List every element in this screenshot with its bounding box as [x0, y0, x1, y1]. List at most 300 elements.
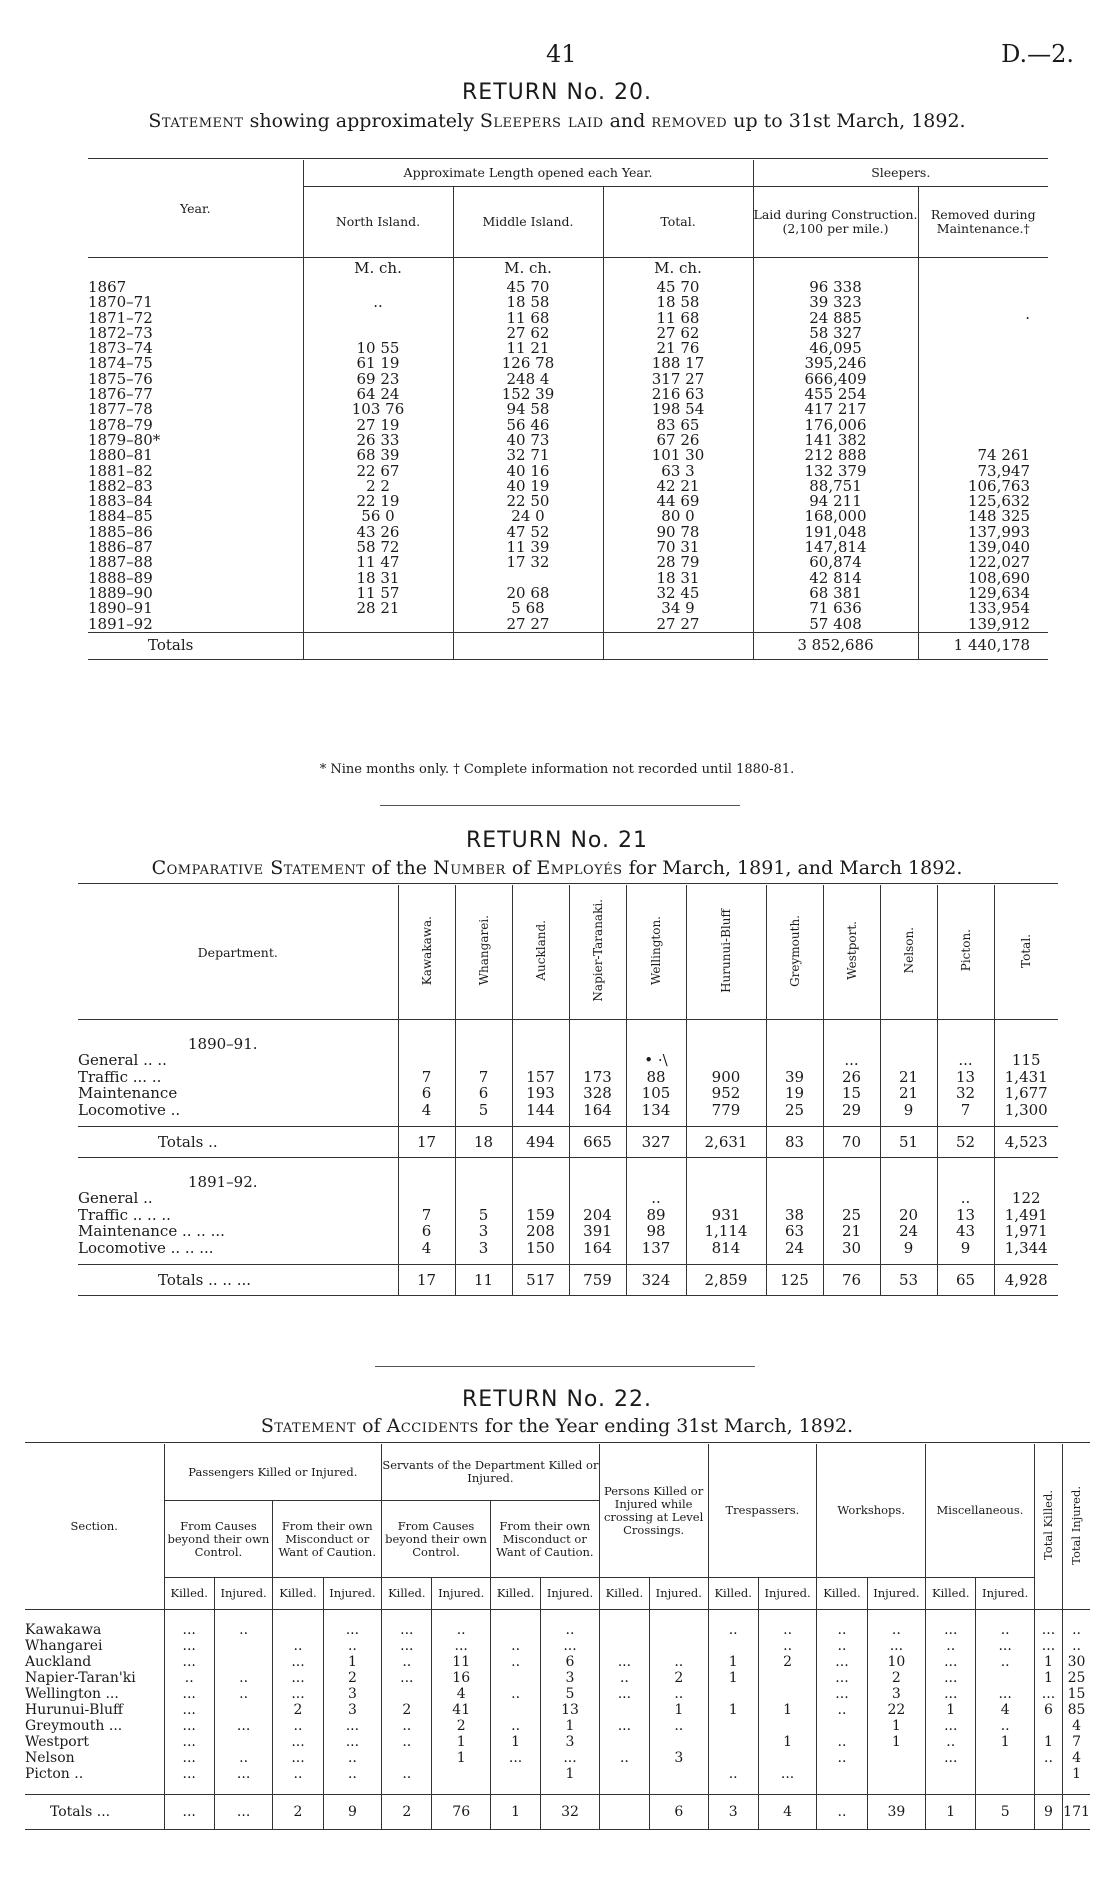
value-cell: ...: [976, 1638, 1034, 1654]
value-cell: 391: [569, 1223, 626, 1240]
value-cell: ..: [867, 1622, 925, 1638]
value-cell: [599, 1638, 649, 1654]
year-heading-row: [78, 1028, 1058, 1052]
value-cell: ...: [926, 1654, 976, 1670]
department-cell: Maintenance: [78, 1084, 178, 1102]
table-row: [88, 617, 1048, 633]
value-cell: 931: [686, 1207, 766, 1224]
year-cell: 1890–91: [88, 599, 153, 618]
laid-cell: 455 254: [753, 387, 918, 402]
north-cell: 61 19: [303, 356, 453, 371]
total-cell: 18 58: [603, 295, 753, 310]
value-cell: 4,928: [994, 1265, 1058, 1296]
middle-cell: 47 52: [453, 525, 603, 540]
table-row: [78, 1069, 1058, 1086]
value-cell: ..: [382, 1718, 432, 1734]
removed-cell: 139,912: [918, 617, 1048, 633]
value-cell: 173: [569, 1069, 626, 1086]
department-cell: Traffic ... ..: [78, 1067, 162, 1086]
col-sleepers: Sleepers.: [753, 160, 1048, 187]
value-cell: 157: [512, 1069, 569, 1086]
value-cell: [398, 1190, 455, 1207]
value-cell: 30: [1063, 1654, 1090, 1670]
value-cell: [599, 1734, 649, 1750]
value-cell: ...: [1034, 1686, 1062, 1702]
value-cell: ..: [214, 1686, 272, 1702]
value-cell: 1,114: [686, 1223, 766, 1240]
col-killed: Killed.: [599, 1578, 649, 1610]
value-cell: [599, 1766, 649, 1782]
value-cell: 1: [1034, 1670, 1062, 1686]
year-cell: 1877–78: [88, 400, 153, 419]
laid-cell: 168,000: [753, 509, 918, 524]
value-cell: 1: [867, 1734, 925, 1750]
col-total: Total.: [603, 187, 753, 258]
col-middle-island: Middle Island.: [453, 187, 603, 258]
col-killed: Killed.: [708, 1578, 758, 1610]
value-cell: [650, 1766, 708, 1782]
value-cell: ...: [432, 1638, 490, 1654]
total-cell: 28 79: [603, 555, 753, 570]
col-auckland: Auckland.: [512, 885, 569, 1020]
value-cell: 20: [880, 1207, 937, 1224]
col-pass-misconduct: From their own Misconduct or Want of Caution.: [273, 1501, 382, 1578]
section-cell: Auckland: [25, 1654, 92, 1670]
middle-cell: 11 21: [453, 341, 603, 356]
value-cell: ..: [432, 1622, 490, 1638]
value-cell: [599, 1702, 649, 1718]
totals-row: [78, 1265, 1058, 1296]
value-cell: ..: [926, 1638, 976, 1654]
value-cell: 17: [398, 1127, 455, 1158]
value-cell: 5: [976, 1795, 1034, 1830]
value-cell: 2: [273, 1702, 323, 1718]
year-cell: 1870–71: [88, 293, 153, 312]
value-cell: 2: [382, 1702, 432, 1718]
total-cell: 90 78: [603, 525, 753, 540]
col-department: Department.: [78, 885, 398, 1020]
value-cell: ..: [273, 1638, 323, 1654]
table-row: [88, 586, 1048, 601]
col-injured: Injured.: [541, 1578, 599, 1610]
value-cell: [686, 1190, 766, 1207]
north-cell: 22 67: [303, 464, 453, 479]
value-cell: 2: [382, 1795, 432, 1830]
value-cell: ..: [650, 1686, 708, 1702]
col-nelson: Nelson.: [880, 885, 937, 1020]
value-cell: [398, 1052, 455, 1069]
value-cell: [382, 1686, 432, 1702]
total-cell: 188 17: [603, 356, 753, 371]
col-pass-causes: From Causes beyond their own Control.: [164, 1501, 273, 1578]
value-cell: 4: [1063, 1718, 1090, 1734]
value-cell: ...: [490, 1750, 540, 1766]
return-21-table: [78, 885, 1058, 1296]
value-cell: ..: [817, 1702, 867, 1718]
table-row: [88, 326, 1048, 341]
value-cell: [214, 1638, 272, 1654]
value-cell: 65: [937, 1265, 994, 1296]
value-cell: ...: [273, 1734, 323, 1750]
value-cell: 24: [880, 1223, 937, 1240]
table-row: [88, 433, 1048, 448]
laid-cell: 96 338: [753, 280, 918, 295]
value-cell: [273, 1622, 323, 1638]
year-cell: 1884–85: [88, 507, 153, 526]
col-greymouth: Greymouth.: [766, 885, 823, 1020]
total-cell: 216 63: [603, 387, 753, 402]
total-cell: 18 31: [603, 571, 753, 586]
value-cell: ..: [382, 1654, 432, 1670]
value-cell: 38: [766, 1207, 823, 1224]
value-cell: 9: [323, 1795, 381, 1830]
department-cell: Traffic .. .. ..: [78, 1205, 171, 1224]
middle-cell: 11 39: [453, 540, 603, 555]
value-cell: ...: [273, 1686, 323, 1702]
total-cell: 83 65: [603, 418, 753, 433]
removed-cell: [918, 326, 1048, 341]
value-cell: 3: [541, 1734, 599, 1750]
col-injured: Injured.: [214, 1578, 272, 1610]
value-cell: ..: [214, 1750, 272, 1766]
value-cell: ...: [937, 1052, 994, 1069]
table-row: [78, 1207, 1058, 1224]
north-cell: 68 39: [303, 448, 453, 463]
value-cell: 1,431: [994, 1069, 1058, 1086]
value-cell: ...: [599, 1686, 649, 1702]
col-injured: Injured.: [432, 1578, 490, 1610]
col-miscellaneous: Miscellaneous.: [926, 1444, 1035, 1578]
value-cell: [214, 1654, 272, 1670]
return-21-subtitle: Comparative Statement of the Number of Employés for March, 1891, and March 1892.: [151, 857, 963, 879]
value-cell: 4: [398, 1240, 455, 1257]
value-cell: 11: [455, 1265, 512, 1296]
value-cell: [1034, 1718, 1062, 1734]
table-row: [78, 1102, 1058, 1119]
value-cell: 6: [398, 1223, 455, 1240]
value-cell: ..: [926, 1734, 976, 1750]
value-cell: 122: [994, 1190, 1058, 1207]
value-cell: 1: [708, 1670, 758, 1686]
table-row: [78, 1223, 1058, 1240]
value-cell: ...: [1034, 1638, 1062, 1654]
value-cell: 5: [455, 1102, 512, 1119]
year-heading-row: [78, 1166, 1058, 1190]
laid-cell: 141 382: [753, 433, 918, 448]
value-cell: ..: [214, 1622, 272, 1638]
value-cell: [455, 1190, 512, 1207]
unit-middle: M. ch.: [453, 258, 603, 281]
removed-cell: ·: [918, 311, 1048, 326]
value-cell: [758, 1750, 816, 1766]
value-cell: 204: [569, 1207, 626, 1224]
value-cell: 2: [650, 1670, 708, 1686]
value-cell: • ·\: [626, 1052, 686, 1069]
col-injured: Injured.: [867, 1578, 925, 1610]
value-cell: 29: [823, 1102, 880, 1119]
table-row: [78, 1190, 1058, 1207]
year-cell: 1878–79: [88, 415, 153, 434]
value-cell: 15: [1063, 1686, 1090, 1702]
value-cell: 1: [490, 1734, 540, 1750]
value-cell: ...: [976, 1686, 1034, 1702]
value-cell: ...: [1034, 1622, 1062, 1638]
department-cell: Locomotive .. .. ...: [78, 1238, 214, 1257]
value-cell: ..: [817, 1795, 867, 1830]
value-cell: 4: [758, 1795, 816, 1830]
value-cell: ...: [867, 1638, 925, 1654]
value-cell: 17: [398, 1265, 455, 1296]
totals-row: [88, 632, 1048, 659]
middle-cell: 17 32: [453, 555, 603, 570]
middle-cell: 27 27: [453, 617, 603, 633]
value-cell: ..: [1034, 1750, 1062, 1766]
table-row: [78, 1085, 1058, 1102]
middle-cell: 20 68: [453, 586, 603, 601]
value-cell: 18: [455, 1127, 512, 1158]
value-cell: 208: [512, 1223, 569, 1240]
value-cell: [512, 1190, 569, 1207]
unit-north: M. ch.: [303, 258, 453, 281]
value-cell: 1: [432, 1734, 490, 1750]
value-cell: 4: [398, 1102, 455, 1119]
value-cell: ..: [817, 1622, 867, 1638]
year-heading: 1891–92.: [188, 1172, 258, 1191]
value-cell: 52: [937, 1127, 994, 1158]
value-cell: 3: [541, 1670, 599, 1686]
middle-cell: 94 58: [453, 402, 603, 417]
value-cell: [817, 1718, 867, 1734]
value-cell: ...: [164, 1686, 214, 1702]
totals-laid: 3 852,686: [753, 632, 918, 659]
department-cell: General ..: [78, 1189, 153, 1207]
value-cell: ..: [490, 1638, 540, 1654]
col-injured: Injured.: [758, 1578, 816, 1610]
value-cell: [569, 1052, 626, 1069]
north-cell: 69 23: [303, 372, 453, 387]
laid-cell: 147,814: [753, 540, 918, 555]
value-cell: ..: [490, 1718, 540, 1734]
value-cell: 759: [569, 1265, 626, 1296]
total-cell: 80 0: [603, 509, 753, 524]
value-cell: [758, 1686, 816, 1702]
value-cell: ...: [164, 1750, 214, 1766]
table-row: [88, 509, 1048, 524]
value-cell: 6: [398, 1085, 455, 1102]
value-cell: 171: [1063, 1795, 1090, 1830]
north-cell: 22 19: [303, 494, 453, 509]
middle-cell: 5 68: [453, 601, 603, 616]
table-row: [88, 295, 1048, 310]
value-cell: 105: [626, 1085, 686, 1102]
value-cell: ..: [541, 1622, 599, 1638]
value-cell: ...: [758, 1766, 816, 1782]
department-cell: General .. ..: [78, 1051, 167, 1069]
value-cell: ..: [490, 1654, 540, 1670]
laid-cell: 24 885: [753, 311, 918, 326]
section-cell: Hurunui-Bluff: [25, 1702, 123, 1718]
value-cell: 13: [937, 1069, 994, 1086]
value-cell: [490, 1702, 540, 1718]
value-cell: 1,971: [994, 1223, 1058, 1240]
value-cell: ...: [273, 1654, 323, 1670]
value-cell: 98: [626, 1223, 686, 1240]
col-killed: Killed.: [164, 1578, 214, 1610]
col-napier-taranaki: Napier-Taranaki.: [569, 885, 626, 1020]
value-cell: 324: [626, 1265, 686, 1296]
removed-cell: 148 325: [918, 509, 1048, 524]
col-hurunui-bluff: Hurunui-Bluff: [686, 885, 766, 1020]
value-cell: ..: [382, 1734, 432, 1750]
value-cell: [976, 1750, 1034, 1766]
value-cell: 7: [937, 1102, 994, 1119]
value-cell: 1: [541, 1766, 599, 1782]
value-cell: 4: [976, 1702, 1034, 1718]
value-cell: ...: [817, 1654, 867, 1670]
value-cell: 193: [512, 1085, 569, 1102]
value-cell: ...: [164, 1795, 214, 1830]
removed-cell: 108,690: [918, 571, 1048, 586]
laid-cell: 71 636: [753, 601, 918, 616]
table-row: [25, 1686, 1090, 1702]
value-cell: [766, 1190, 823, 1207]
value-cell: 3: [867, 1686, 925, 1702]
year-cell: 1873–74: [88, 339, 153, 358]
removed-cell: 137,993: [918, 525, 1048, 540]
value-cell: 7: [455, 1069, 512, 1086]
value-cell: ...: [273, 1670, 323, 1686]
north-cell: 103 76: [303, 402, 453, 417]
totals-label: Totals: [88, 632, 303, 659]
table-row: [88, 311, 1048, 326]
total-cell: 45 70: [603, 280, 753, 295]
value-cell: [976, 1670, 1034, 1686]
removed-cell: 129,634: [918, 586, 1048, 601]
laid-cell: 68 381: [753, 586, 918, 601]
return-22-table: [25, 1444, 1090, 1830]
value-cell: 6: [541, 1654, 599, 1670]
department-cell: Maintenance .. .. ...: [78, 1222, 225, 1240]
value-cell: [432, 1766, 490, 1782]
value-cell: 1: [926, 1795, 976, 1830]
value-cell: 32: [541, 1795, 599, 1830]
table-row: [78, 1052, 1058, 1069]
north-cell: 28 21: [303, 601, 453, 616]
value-cell: ..: [650, 1718, 708, 1734]
value-cell: 3: [650, 1750, 708, 1766]
value-cell: 2: [432, 1718, 490, 1734]
col-laid: Laid during Construction. (2,100 per mile.): [753, 187, 918, 258]
removed-cell: 122,027: [918, 555, 1048, 570]
value-cell: ..: [817, 1750, 867, 1766]
total-cell: 11 68: [603, 311, 753, 326]
laid-cell: 417 217: [753, 402, 918, 417]
value-cell: ...: [382, 1622, 432, 1638]
value-cell: [686, 1052, 766, 1069]
value-cell: ..: [1063, 1638, 1090, 1654]
value-cell: 137: [626, 1240, 686, 1257]
value-cell: ..: [1063, 1622, 1090, 1638]
value-cell: 7: [398, 1069, 455, 1086]
value-cell: 1: [976, 1734, 1034, 1750]
value-cell: [382, 1750, 432, 1766]
value-cell: [599, 1795, 649, 1830]
value-cell: [926, 1766, 976, 1782]
table-row: [88, 479, 1048, 494]
value-cell: 83: [766, 1127, 823, 1158]
value-cell: [708, 1686, 758, 1702]
value-cell: 1: [926, 1702, 976, 1718]
value-cell: ..: [758, 1638, 816, 1654]
laid-cell: 39 323: [753, 295, 918, 310]
value-cell: 134: [626, 1102, 686, 1119]
value-cell: 3: [708, 1795, 758, 1830]
value-cell: 43: [937, 1223, 994, 1240]
total-cell: 34 9: [603, 601, 753, 616]
laid-cell: 176,006: [753, 418, 918, 433]
value-cell: 70: [823, 1127, 880, 1158]
value-cell: 19: [766, 1085, 823, 1102]
col-serv-misconduct: From their own Misconduct or Want of Caution.: [490, 1501, 599, 1578]
totals-row: [78, 1127, 1058, 1158]
value-cell: [976, 1766, 1034, 1782]
value-cell: [817, 1766, 867, 1782]
year-cell: 1885–86: [88, 522, 153, 541]
value-cell: 9: [880, 1240, 937, 1257]
value-cell: 21: [880, 1085, 937, 1102]
page-number: 41: [546, 40, 577, 68]
removed-cell: 74 261: [918, 448, 1048, 463]
value-cell: [758, 1670, 816, 1686]
value-cell: ..: [650, 1654, 708, 1670]
value-cell: 9: [880, 1102, 937, 1119]
value-cell: 6: [650, 1795, 708, 1830]
value-cell: ...: [164, 1766, 214, 1782]
value-cell: 1: [708, 1654, 758, 1670]
value-cell: 16: [432, 1670, 490, 1686]
value-cell: [708, 1734, 758, 1750]
table-row: [25, 1750, 1090, 1766]
col-killed: Killed.: [382, 1578, 432, 1610]
return-22-title: RETURN No. 22.: [462, 1387, 652, 1412]
value-cell: ...: [214, 1718, 272, 1734]
value-cell: 21: [823, 1223, 880, 1240]
value-cell: ...: [926, 1686, 976, 1702]
year-cell: 1867: [88, 278, 127, 296]
value-cell: 5: [455, 1207, 512, 1224]
value-cell: 7: [1063, 1734, 1090, 1750]
middle-cell: 40 16: [453, 464, 603, 479]
middle-cell: 27 62: [453, 326, 603, 341]
col-total-injured: Total Injured.: [1063, 1444, 1090, 1610]
laid-cell: 395,246: [753, 356, 918, 371]
value-cell: [490, 1766, 540, 1782]
value-cell: ...: [599, 1654, 649, 1670]
value-cell: ...: [164, 1718, 214, 1734]
value-cell: ...: [541, 1750, 599, 1766]
removed-cell: 125,632: [918, 494, 1048, 509]
value-cell: 2: [758, 1654, 816, 1670]
value-cell: 1: [490, 1795, 540, 1830]
value-cell: 115: [994, 1052, 1058, 1069]
value-cell: ..: [626, 1190, 686, 1207]
value-cell: 1: [323, 1654, 381, 1670]
value-cell: [708, 1718, 758, 1734]
middle-cell: 32 71: [453, 448, 603, 463]
table-row: [88, 540, 1048, 555]
col-servants: Servants of the Department Killed or Injured.: [382, 1444, 600, 1501]
value-cell: 125: [766, 1265, 823, 1296]
